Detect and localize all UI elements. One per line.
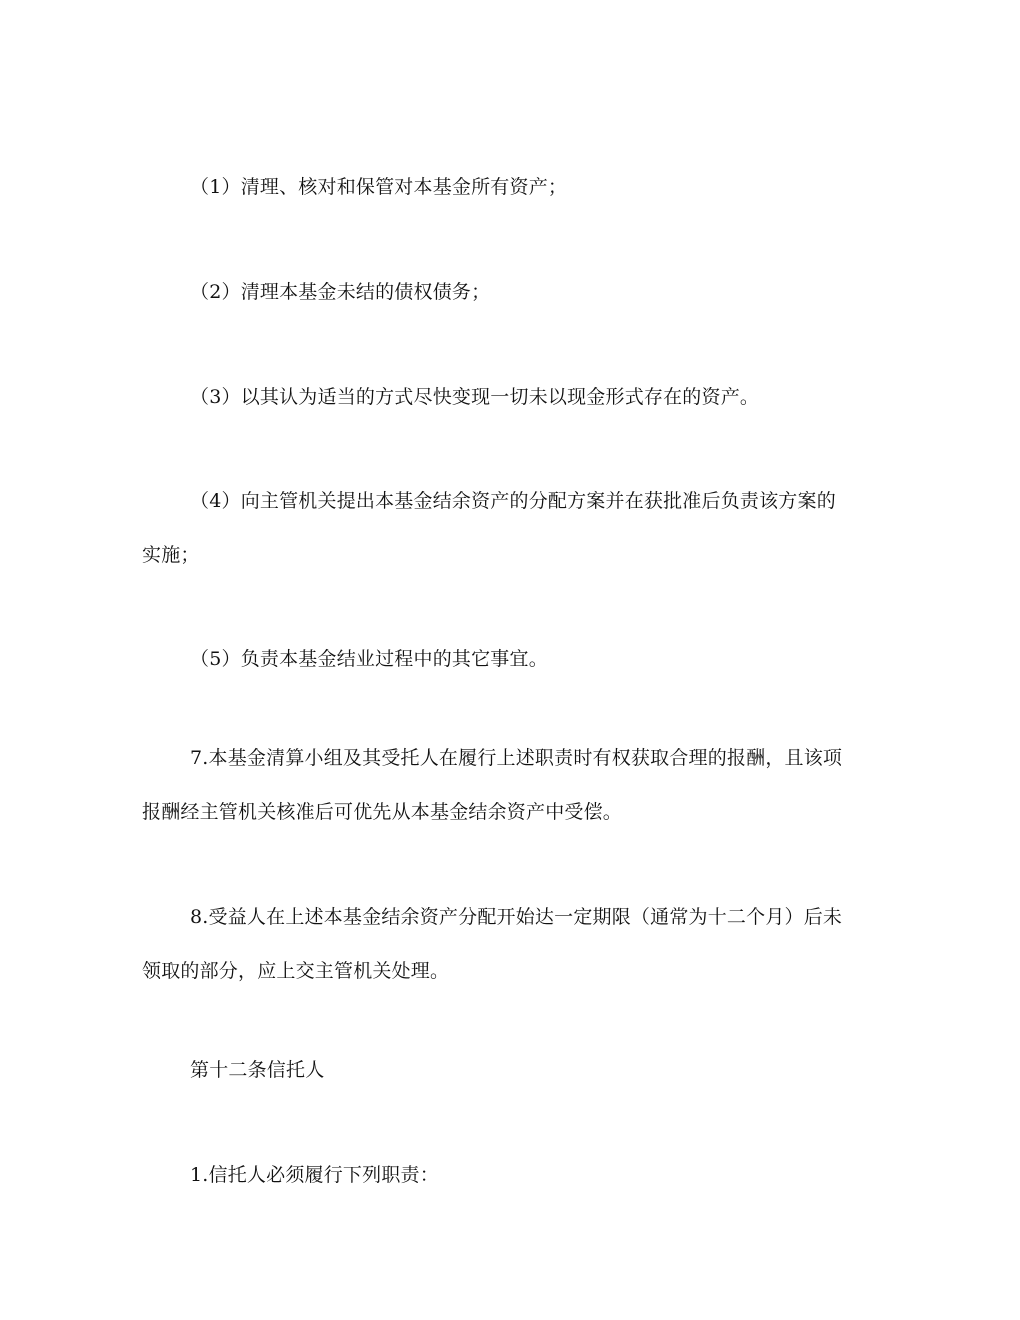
paragraph-clause-7-line-2: 报酬经主管机关核准后可优先从本基金结余资产中受偿。 [142, 801, 623, 823]
paragraph-trustee-duty: 1.信托人必须履行下列职责： [190, 1164, 439, 1186]
paragraph-item-3: （3）以其认为适当的方式尽快变现一切未以现金形式存在的资产。 [190, 386, 760, 408]
section-heading: 第十二条信托人 [190, 1059, 325, 1081]
paragraph-item-5: （5）负责本基金结业过程中的其它事宜。 [190, 648, 548, 670]
paragraph-clause-8-line-2: 领取的部分，应上交主管机关处理。 [142, 960, 450, 982]
paragraph-clause-7-line-1: 7.本基金清算小组及其受托人在履行上述职责时有权获取合理的报酬，且该项 [190, 747, 843, 769]
paragraph-item-4-line-1: （4）向主管机关提出本基金结余资产的分配方案并在获批准后负责该方案的 [190, 490, 836, 512]
paragraph-item-4-line-2: 实施； [142, 544, 200, 566]
paragraph-clause-8-line-1: 8.受益人在上述本基金结余资产分配开始达一定期限（通常为十二个月）后未 [190, 906, 843, 928]
paragraph-item-2: （2）清理本基金未结的债权债务； [190, 281, 491, 303]
paragraph-item-1: （1）清理、核对和保管对本基金所有资产； [190, 176, 568, 198]
